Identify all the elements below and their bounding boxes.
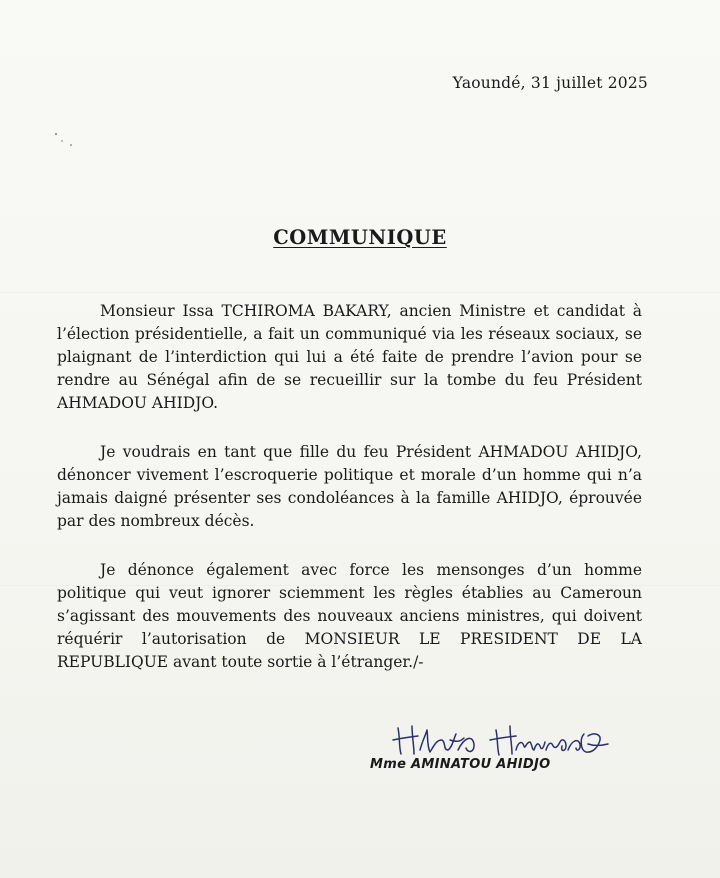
handwritten-signature [390, 720, 615, 762]
paragraph-1: Monsieur Issa TCHIROMA BAKARY, ancien Ministre et candidat à l’élection présidentielle, a fait un communiqué via les réseaux sociaux, se plaignant de l’interdiction qui lui a été faite de prendre l’avion pour se rendre au Sénégal afin de se recueillir sur la tombe du feu Président AHMADOU AHIDJO. [57, 302, 642, 412]
document-title: COMMUNIQUE [273, 226, 447, 249]
signer-name: Mme AMINATOU AHIDJO [370, 757, 551, 772]
document-date: Yaoundé, 31 juillet 2025 [452, 74, 648, 92]
paper-crease [0, 292, 720, 293]
paragraph-3: Je dénonce également avec force les mensonges d’un homme politique qui veut ignorer sciemment les règles établies au Cameroun s’agissant des mouvements des nouveaux anciens ministres, qui doivent réquérir l’autorisation de MONSIEUR LE PRESIDENT DE LA REPUBLIQUE avant toute sortie à l’étranger./- [57, 561, 642, 671]
paper-specks [52, 130, 82, 150]
paragraph-2: Je voudrais en tant que fille du feu Président AHMADOU AHIDJO, dénoncer vivement l’escroquerie politique et morale d’un homme qui n’a jamais daigné présenter ses condoléances à la famille AHIDJO, éprouvée par des nombreux décès. [57, 443, 642, 530]
